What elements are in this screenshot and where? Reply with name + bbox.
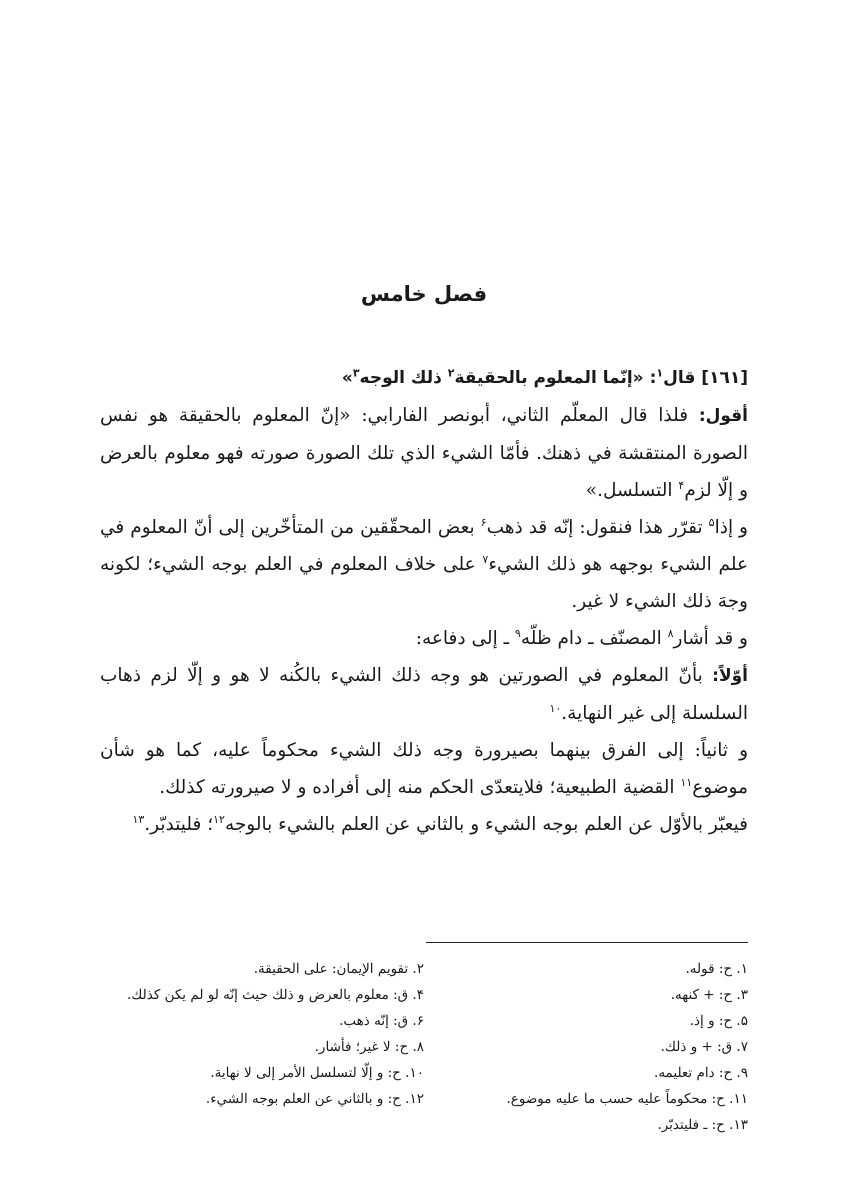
footnote-ref-5: ۵ xyxy=(708,515,715,529)
footnote-ref-6: ۶ xyxy=(480,515,487,529)
main-text xyxy=(100,360,748,843)
paragraph-awwalan: أوّلاً: بأنّ المعلوم في الصورتين هو وجه ذلك الشيء بالكُنه لا هو و إلّا لزم ذهاب السلسلة إلى غير النهاية.$^{۱۰}$ xyxy=(100,665,748,724)
footnote-ref-11: ۱۱ xyxy=(680,775,693,789)
footnote-8: ۸. ح: لا غير؛ فأشار. xyxy=(314,1039,424,1055)
page xyxy=(100,0,748,1190)
footnote-7: ۷. ق: + و ذلك. xyxy=(660,1039,748,1055)
footnote-ref-12: ۱۲ xyxy=(213,812,225,826)
paragraph-161: [۱٦۱] قال$^۱$: «إنّما المعلوم بالحقيقة$^۲$ ذلك الوجه$^۳$» xyxy=(341,366,748,388)
footnote-ref-4: ۴ xyxy=(678,478,685,492)
footnote-12: ۱۲. ح: و بالثاني عن العلم بوجه الشيء. xyxy=(205,1091,424,1107)
footnote-ref-8: ۸ xyxy=(667,626,674,640)
footnote-4: ۴. ق: معلوم بالعرض و ذلك حيث إنّه لو لم يكن كذلك. xyxy=(126,987,424,1003)
footnote-2: ۲. تقويم الإيمان: على الحقيقة. xyxy=(253,961,424,977)
footnote-5: ۵. ح: و إذ. xyxy=(689,1013,748,1029)
footnote-9: ۹. ح: دام تعليمه. xyxy=(654,1065,748,1081)
footnote-6: ۶. ق: إنّه ذهب. xyxy=(339,1013,424,1029)
footnote-ref-13: ۱۳ xyxy=(132,812,145,826)
footnote-ref-1: ۱ xyxy=(656,366,664,380)
footnote-3: ۳. ح: + كنهه. xyxy=(670,987,748,1003)
footnote-11: ۱۱. ح: محكوماً عليه حسب ما عليه موضوع. xyxy=(506,1091,748,1107)
footnote-ref-2: ۲ xyxy=(447,366,455,380)
footnote-ref-7: ۷ xyxy=(482,552,489,566)
paragraph-aqul: أقول: فلذا قال المعلّم الثاني، أبونصر الفارابي: «إنّ المعلوم بالحقيقة هو نفس الصورة المنتقشة في ذهنك. فأمّا الشيء الذي تلك الصورة صورته فهو معلوم بالعرض و إلّا لزم$^۴$ التسلسل.» xyxy=(100,405,748,501)
footnotes xyxy=(100,956,748,1138)
footnote-divider xyxy=(426,942,748,943)
paragraph-number: [۱٦۱] xyxy=(701,368,748,388)
footnote-ref-10: ۱۰ xyxy=(549,701,562,715)
chapter-title: فصل خامس xyxy=(360,282,488,306)
footnote-ref-9: ۹ xyxy=(514,626,521,640)
footnote-ref-3: ۳ xyxy=(352,366,360,380)
paragraph-fayuabbir: فيعبّر بالأوّل عن العلم بوجه الشيء و بالثاني عن العلم بالشيء بالوجه$^{۱۲}$؛ فليتدبّر.$^{۱۳}$ xyxy=(132,812,748,835)
paragraph-thaniyan: و ثانياً: إلى الفرق بينهما بصيرورة وجه ذلك الشيء محكوماً عليه، كما هو شأن موضوع$^{۱۱}$ القضية الطبيعية؛ فلايتعدّى الحكم منه إلى أفراده و لا صيرورته كذلك. xyxy=(100,740,748,798)
paragraph-wa-idha: و إذا$^۵$ تقرّر هذا فنقول: إنّه قد ذهب$^۶$ بعض المحقّقين من المتأخّرين إلى أنّ المعلوم في علم الشيء بوجهه هو ذلك الشيء$^۷$ على خلاف المعلوم في العلم بوجه الشيء؛ لكونه وجهَ ذلك الشيء لا غير. xyxy=(100,515,748,612)
footnote-13: ۱۳. ح: ـ فليتدبّر. xyxy=(657,1117,748,1133)
paragraph-ashara: و قد أشار$^۸$ المصنّف ـ دام ظلّه$^۹$ ـ إلى دفاعه: xyxy=(415,626,748,649)
footnote-10: ۱۰. ح: و إلّا لتسلسل الأمر إلى لا نهاية. xyxy=(210,1065,424,1081)
footnote-1: ۱. ح: قوله. xyxy=(685,961,748,977)
